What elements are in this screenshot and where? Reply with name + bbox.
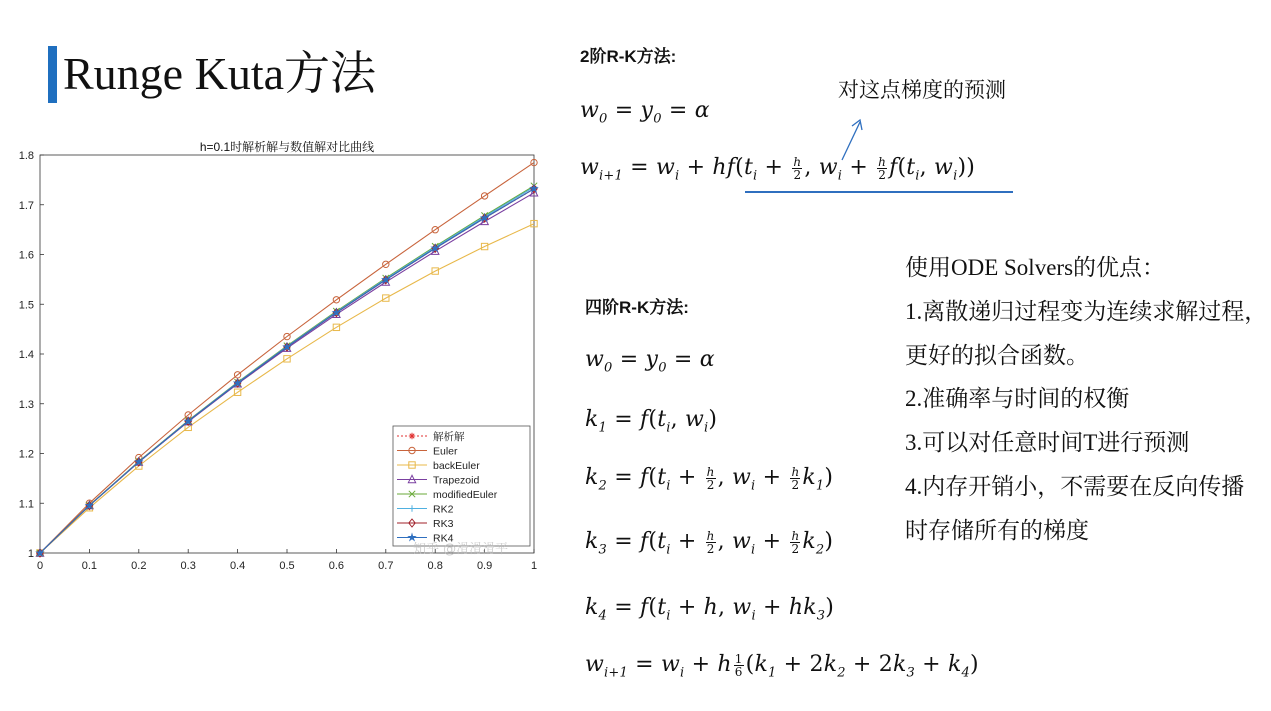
rk2-underline xyxy=(745,191,1013,193)
advantage-line: 3.可以对任意时间T进行预测 xyxy=(905,430,1190,455)
rk4-eq-update: $w_{i+1} = w_i + h$ $\frac{1}{6}$ $(k_1 + 2k_2 + 2k_3 + k_4)$ xyxy=(585,651,979,681)
x-tick-label: 0.4 xyxy=(229,560,246,572)
rk2-eq-initial: $w_0 = y_0 = \alpha$ xyxy=(580,98,710,127)
y-tick-label: 1.3 xyxy=(18,398,34,411)
legend-label: RK4 xyxy=(433,532,454,545)
x-tick-label: 0.8 xyxy=(427,560,443,572)
rk2-eq-update: $w_{i+1} = w_i + hf(t_i$ + $\frac{h}{2}$ , $w_i$ + $\frac{h}{2}$ $f(t_i$, $w_i$)) xyxy=(580,154,976,184)
x-tick-label: 0.5 xyxy=(279,560,295,572)
legend-label: RK2 xyxy=(433,503,454,516)
y-tick-label: 1.8 xyxy=(18,150,34,162)
x-tick-label: 1 xyxy=(530,560,538,572)
y-tick-label: 1.6 xyxy=(18,249,34,262)
rk2-heading: 2阶R-K方法: xyxy=(580,47,677,66)
rk4-eq-k3: $k_3 = f(t_i$ + $\frac{h}{2}$ , $w_i$ + $\frac{h}{2}$ $k_2$) xyxy=(585,528,834,558)
advantage-line: 更好的拟合函数。 xyxy=(905,343,1089,368)
rk4-eq-k1: $k_1 = f(t_i$, $w_i$) xyxy=(585,407,718,436)
y-tick-label: 1.7 xyxy=(18,199,34,212)
y-tick-label: 1.2 xyxy=(18,448,34,461)
rk4-eq-k2: $k_2 = f(t_i$ + $\frac{h}{2}$ , $w_i$ + $\frac{h}{2}$ $k_1$) xyxy=(585,464,834,494)
x-tick-label: 0.2 xyxy=(131,560,147,572)
y-tick-label: 1.4 xyxy=(18,349,34,361)
advantage-line: 时存储所有的梯度 xyxy=(905,518,1089,543)
slide-title: Runge Kuta方法 xyxy=(63,48,377,99)
watermark: 知乎 @滑滑滑平 xyxy=(413,542,509,557)
advantage-line: 2.准确率与时间的权衡 xyxy=(905,386,1130,411)
y-tick-label: 1 xyxy=(27,548,34,560)
x-tick-label: 0.7 xyxy=(378,560,394,572)
rk4-eq-k4: $k_4 = f(t_i + h$, $w_i + hk_3$) xyxy=(585,595,835,624)
x-tick-label: 0.9 xyxy=(476,560,493,572)
y-tick-label: 1.5 xyxy=(18,299,34,312)
advantages-heading: 使用ODE Solvers的优点： xyxy=(905,255,1166,280)
rk4-heading: 四阶R-K方法: xyxy=(585,298,689,317)
legend-label: RK3 xyxy=(433,518,454,530)
title-accent-bar xyxy=(48,46,57,103)
x-tick-label: 0.6 xyxy=(328,560,345,572)
legend-label: backEuler xyxy=(433,460,480,472)
legend-label: 解析解 xyxy=(433,431,465,443)
advantage-line: 4.内存开销小，不需要在反向传播 xyxy=(905,474,1245,499)
y-tick-label: 1.1 xyxy=(18,498,34,511)
legend-label: Euler xyxy=(433,445,458,458)
x-tick-label: 0 xyxy=(36,560,44,572)
plot-title: h=0.1时解析解与数值解对比曲线 xyxy=(199,140,375,154)
legend-label: Trapezoid xyxy=(433,474,480,487)
rk4-eq-initial: $w_0 = y_0 = \alpha$ xyxy=(585,347,715,376)
x-tick-label: 0.1 xyxy=(81,560,98,572)
x-tick-label: 0.3 xyxy=(180,560,196,572)
legend-label: modifiedEuler xyxy=(433,489,498,501)
rk2-annotation: 对这点梯度的预测 xyxy=(838,79,1006,102)
advantage-line: 1.离散递归过程变为连续求解过程， xyxy=(905,299,1268,324)
comparison-chart xyxy=(0,140,560,580)
